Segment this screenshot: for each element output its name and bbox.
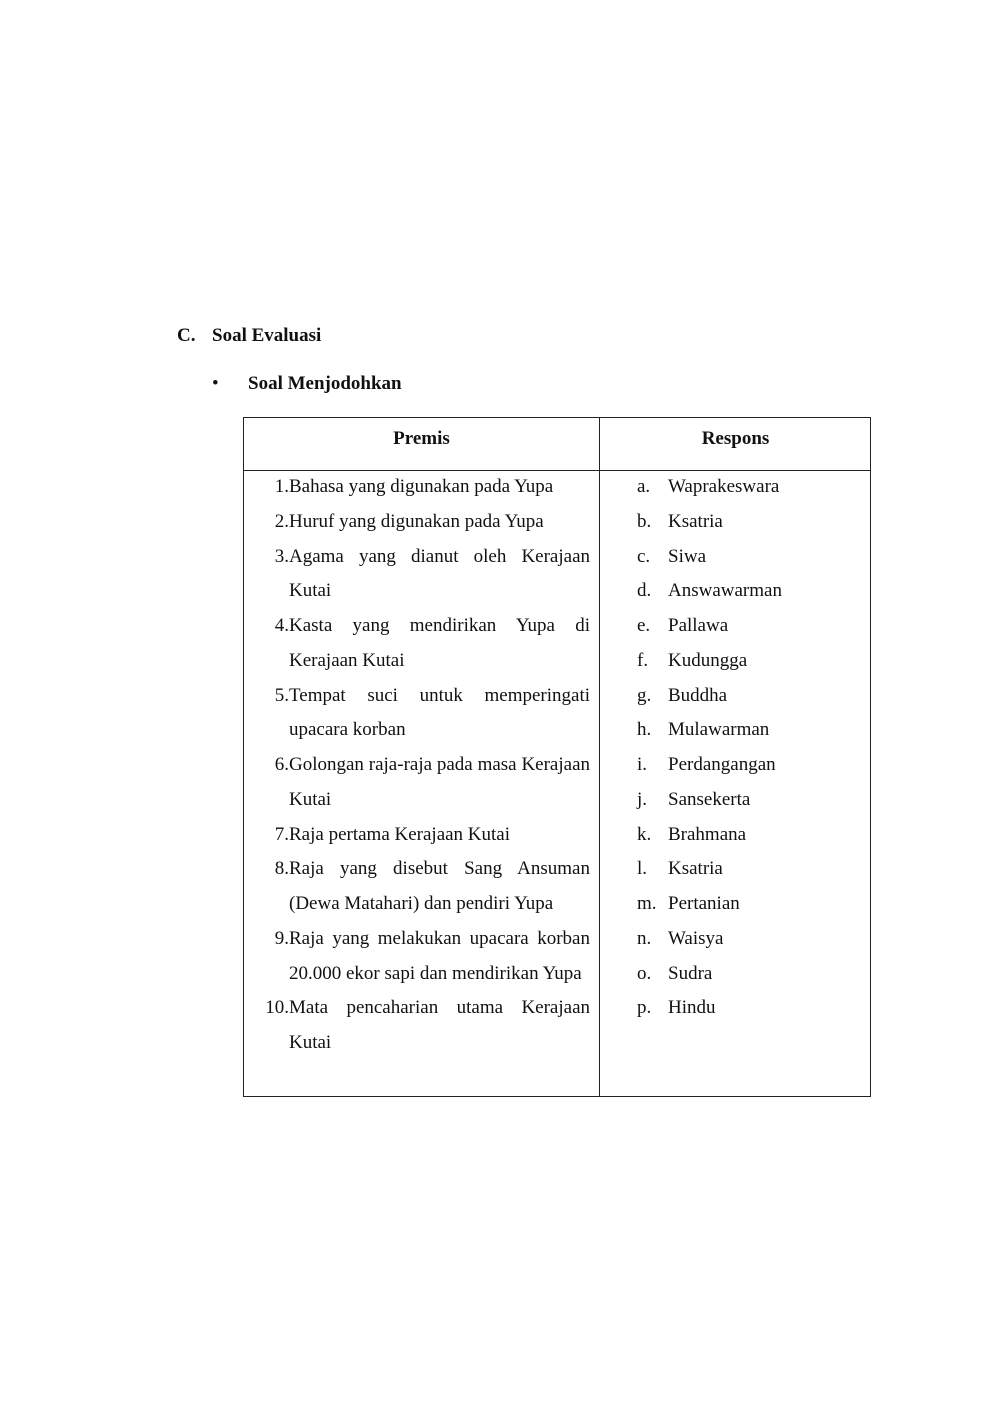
respons-text: Sudra [668, 962, 713, 984]
respons-letter: k. [637, 823, 652, 845]
respons-item [637, 887, 867, 922]
premis-item [254, 470, 590, 505]
respons-item [637, 852, 867, 887]
respons-text: Buddha [668, 684, 728, 706]
premis-item [254, 991, 590, 1061]
respons-text: Hindu [668, 997, 716, 1019]
section-heading [177, 323, 321, 349]
respons-letter: h. [637, 719, 652, 741]
respons-item [637, 748, 867, 783]
respons-letter: i. [637, 754, 648, 775]
respons-text: Waisya [668, 927, 724, 949]
premis-number: 6. [274, 754, 289, 775]
premis-text: Huruf yang digunakan pada Yupa [289, 510, 544, 532]
premis-text: Golongan raja-raja pada masa Kerajaan Kutai [289, 754, 590, 810]
respons-item [637, 574, 867, 609]
respons-text: Ksatria [668, 510, 723, 532]
header-premis: Premis [393, 428, 450, 449]
premis-item [254, 748, 590, 818]
premis-number: 4. [274, 615, 289, 636]
premis-text: Agama yang dianut oleh Kerajaan Kutai [289, 545, 590, 602]
premis-item [254, 852, 590, 922]
respons-text: Waprakeswara [668, 476, 780, 497]
premis-text: Mata pencaharian utama Kerajaan Kutai [289, 997, 590, 1053]
premis-item [254, 818, 590, 853]
premis-number: 7. [274, 823, 289, 845]
respons-letter: p. [637, 997, 652, 1019]
respons-letter: d. [637, 580, 652, 602]
respons-letter: l. [637, 858, 648, 880]
premis-number: 3. [274, 545, 289, 567]
premis-item [254, 679, 590, 749]
respons-letter: m. [637, 893, 657, 914]
respons-item [637, 713, 867, 748]
respons-list [637, 470, 867, 1026]
respons-letter: c. [637, 545, 651, 567]
respons-item [637, 644, 867, 679]
premis-item [254, 609, 590, 679]
section-title: Soal Evaluasi [212, 325, 322, 346]
respons-item [637, 505, 867, 540]
premis-text: Raja yang melakukan upacara korban 20.000 ekor sapi dan mendirikan Yupa [289, 927, 590, 984]
respons-item [637, 609, 867, 644]
respons-item [637, 540, 867, 575]
respons-letter: g. [637, 684, 652, 706]
respons-text: Pertanian [668, 893, 740, 914]
premis-text: Raja pertama Kerajaan Kutai [289, 823, 511, 845]
respons-item [637, 679, 867, 714]
matching-table [243, 417, 871, 1097]
table-header-row [244, 418, 870, 471]
respons-item [637, 922, 867, 957]
premis-item [254, 922, 590, 992]
section-marker: C. [177, 325, 196, 346]
respons-item [637, 783, 867, 818]
header-respons: Respons [701, 428, 770, 449]
respons-text: Perdangangan [668, 754, 776, 775]
respons-letter: n. [637, 927, 652, 949]
respons-letter: o. [637, 962, 652, 984]
premis-number: 5. [274, 684, 289, 706]
column-divider [599, 418, 600, 1096]
respons-text: Brahmana [668, 823, 747, 845]
premis-number: 2. [274, 510, 289, 532]
respons-letter: j. [637, 788, 648, 810]
premis-number: 1. [274, 476, 289, 497]
respons-text: Mulawarman [668, 719, 770, 741]
respons-item [637, 818, 867, 853]
premis-number: 9. [274, 927, 289, 949]
subsection-heading [212, 371, 402, 397]
respons-text: Answawarman [668, 580, 782, 602]
bullet-icon: • [212, 373, 219, 394]
respons-text: Sansekerta [668, 788, 751, 810]
subsection-title: Soal Menjodohkan [248, 373, 402, 394]
premis-number: 8. [274, 858, 289, 880]
respons-letter: f. [637, 649, 649, 671]
premis-text: Tempat suci untuk memperingati upacara korban [289, 684, 590, 741]
respons-item [637, 470, 867, 505]
respons-item [637, 957, 867, 992]
premis-item [254, 505, 590, 540]
respons-text: Pallawa [668, 615, 729, 636]
premis-item [254, 540, 590, 610]
premis-number: 10. [265, 997, 289, 1019]
premis-text: Kasta yang mendirikan Yupa di Kerajaan Kutai [289, 615, 590, 671]
respons-item [637, 991, 867, 1026]
respons-text: Ksatria [668, 858, 723, 880]
respons-text: Siwa [668, 545, 706, 567]
respons-letter: a. [637, 476, 651, 497]
premis-text: Raja yang disebut Sang Ansuman (Dewa Matahari) dan pendiri Yupa [289, 858, 590, 914]
premis-list [254, 470, 590, 1061]
respons-text: Kudungga [668, 649, 748, 671]
premis-text: Bahasa yang digunakan pada Yupa [289, 476, 554, 497]
respons-letter: b. [637, 510, 652, 532]
respons-letter: e. [637, 615, 651, 636]
